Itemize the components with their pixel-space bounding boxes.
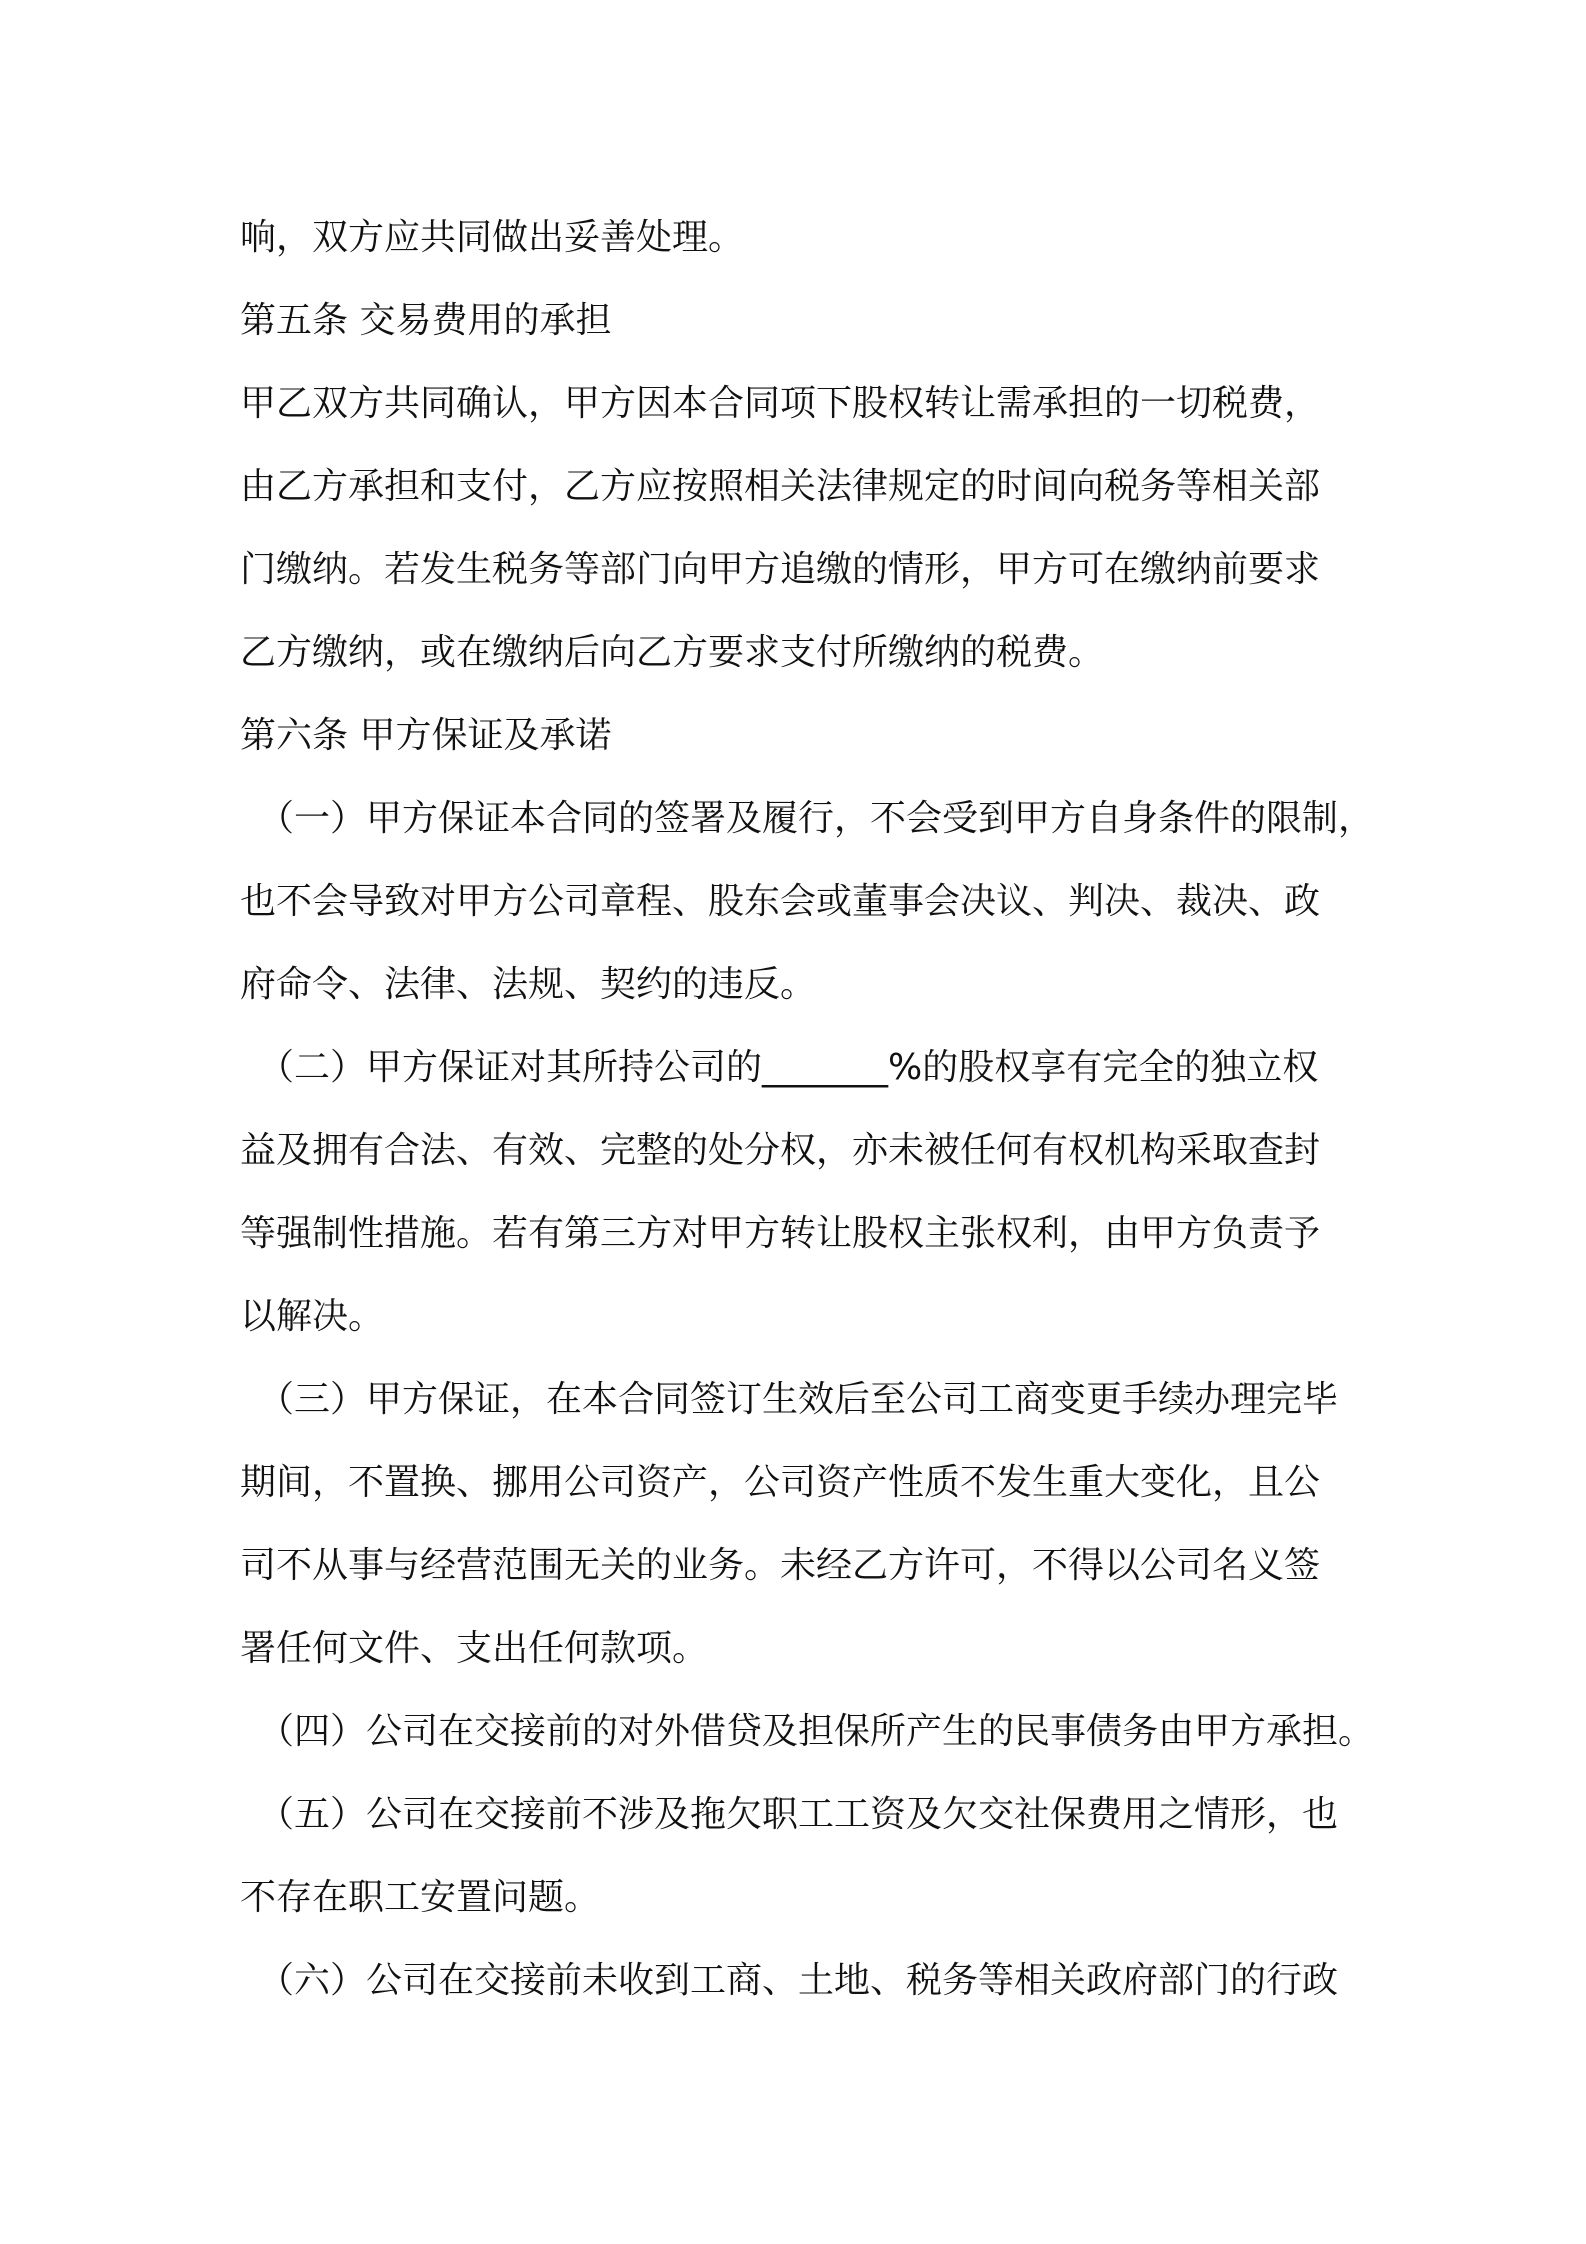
- text-line: 以解决。: [240, 1296, 385, 1337]
- text-line: 甲乙双方共同确认，甲方因本合同项下股权转让需承担的一切税费，: [240, 383, 1321, 424]
- text-line: 门缴纳。若发生税务等部门向甲方追缴的情形，甲方可在缴纳前要求: [240, 549, 1321, 590]
- clause-3-line: （三）甲方保证，在本合同签订生效后至公司工商变更手续办理完毕: [258, 1379, 1339, 1420]
- clause-4-line: （四）公司在交接前的对外借贷及担保所产生的民事债务由甲方承担。: [258, 1711, 1375, 1752]
- clause-2-line: （二）甲方保证对其所持公司的_______%的股权享有完全的独立权: [258, 1047, 1319, 1088]
- section-heading-5: 第五条 交易费用的承担: [240, 300, 612, 341]
- text-line: 由乙方承担和支付，乙方应按照相关法律规定的时间向税务等相关部: [240, 466, 1321, 507]
- document-body: [240, 196, 1375, 2022]
- text-line: 期间，不置换、挪用公司资产，公司资产性质不发生重大变化，且公: [240, 1462, 1321, 1503]
- clause-1-line: （一）甲方保证本合同的签署及履行，不会受到甲方自身条件的限制，: [258, 798, 1375, 839]
- text-line: 响，双方应共同做出妥善处理。: [240, 217, 745, 258]
- text-line: 司不从事与经营范围无关的业务。未经乙方许可，不得以公司名义签: [240, 1545, 1321, 1586]
- text-line: 不存在职工安置问题。: [240, 1877, 601, 1918]
- text-line: 等强制性措施。若有第三方对甲方转让股权主张权利，由甲方负责予: [240, 1213, 1321, 1254]
- text-line: 府命令、法律、法规、契约的违反。: [240, 964, 817, 1005]
- section-heading-6: 第六条 甲方保证及承诺: [240, 715, 612, 756]
- clause-5-line: （五）公司在交接前不涉及拖欠职工工资及欠交社保费用之情形，也: [258, 1794, 1339, 1835]
- text-line: 益及拥有合法、有效、完整的处分权，亦未被任何有权机构采取查封: [240, 1130, 1321, 1171]
- text-line: 乙方缴纳，或在缴纳后向乙方要求支付所缴纳的税费。: [240, 632, 1105, 673]
- clause-6-line: （六）公司在交接前未收到工商、土地、税务等相关政府部门的行政: [258, 1960, 1339, 2001]
- text-line: 署任何文件、支出任何款项。: [240, 1628, 709, 1669]
- text-line: 也不会导致对甲方公司章程、股东会或董事会决议、判决、裁决、政: [240, 881, 1321, 922]
